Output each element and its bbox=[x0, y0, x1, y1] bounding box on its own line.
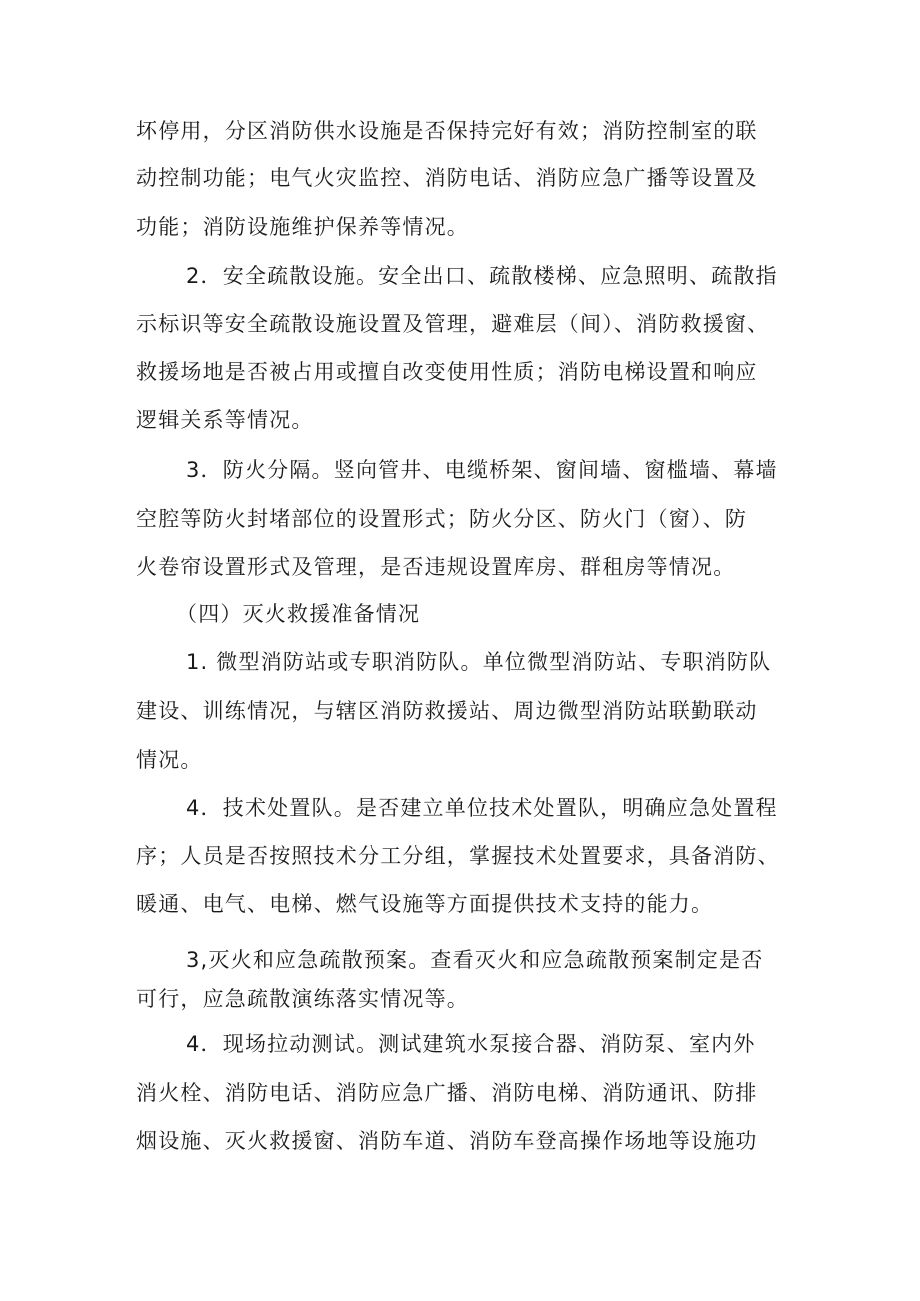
text-line: 示标识等安全疏散设施设置及管理，避难层（间）、消防救援窗、 bbox=[136, 312, 770, 336]
section-heading: （四）灭火救援准备情况 bbox=[176, 602, 421, 626]
text-line: 暖通、电气、电梯、燃气设施等方面提供技术支持的能力。 bbox=[136, 892, 714, 916]
paragraph-start-line: 2．安全疏散设施。安全出口、疏散楼梯、应急照明、疏散指 bbox=[186, 264, 778, 288]
text-line: 烟设施、灭火救援窗、消防车道、消防车登高操作场地等设施功 bbox=[136, 1129, 758, 1153]
text-line: 序；人员是否按照技术分工分组，掌握技术处置要求，具备消防、 bbox=[136, 844, 780, 868]
text-line: 情况。 bbox=[136, 748, 203, 772]
text-line: 空腔等防火封堵部位的设置形式；防火分区、防火门（窗）、防 bbox=[136, 507, 748, 531]
paragraph-start-line: 3．防火分隔。竖向管井、电缆桥架、窗间墙、窗槛墙、幕墙 bbox=[186, 458, 778, 482]
text-line: 火卷帘设置形式及管理，是否违规设置库房、群租房等情况。 bbox=[136, 555, 736, 579]
paragraph-start-line: 4．技术处置队。是否建立单位技术处置队，明确应急处置程 bbox=[186, 796, 778, 820]
text-line: 救援场地是否被占用或擅自改变使用性质；消防电梯设置和响应 bbox=[136, 360, 758, 384]
text-line: 消火栓、消防电话、消防应急广播、消防电梯、消防通讯、防排 bbox=[136, 1081, 758, 1105]
text-line: 功能；消防设施维护保养等情况。 bbox=[136, 215, 469, 239]
text-line: 坏停用，分区消防供水设施是否保持完好有效；消防控制室的联 bbox=[136, 119, 758, 143]
paragraph-start-line: 4．现场拉动测试。测试建筑水泵接合器、消防泵、室内外 bbox=[186, 1032, 756, 1056]
paragraph-start-line: 3,灭火和应急疏散预案。查看灭火和应急疏散预案制定是否 bbox=[186, 948, 764, 972]
text-line: 建设、训练情况，与辖区消防救援站、周边微型消防站联勤联动 bbox=[136, 699, 758, 723]
text-line: 动控制功能；电气火灾监控、消防电话、消防应急广播等设置及 bbox=[136, 166, 758, 190]
text-line: 可行，应急疏散演练落实情况等。 bbox=[136, 987, 469, 1011]
text-line: 逻辑关系等情况。 bbox=[136, 408, 314, 432]
paragraph-start-line: 1. 微型消防站或专职消防队。单位微型消防站、专职消防队 bbox=[186, 650, 772, 674]
